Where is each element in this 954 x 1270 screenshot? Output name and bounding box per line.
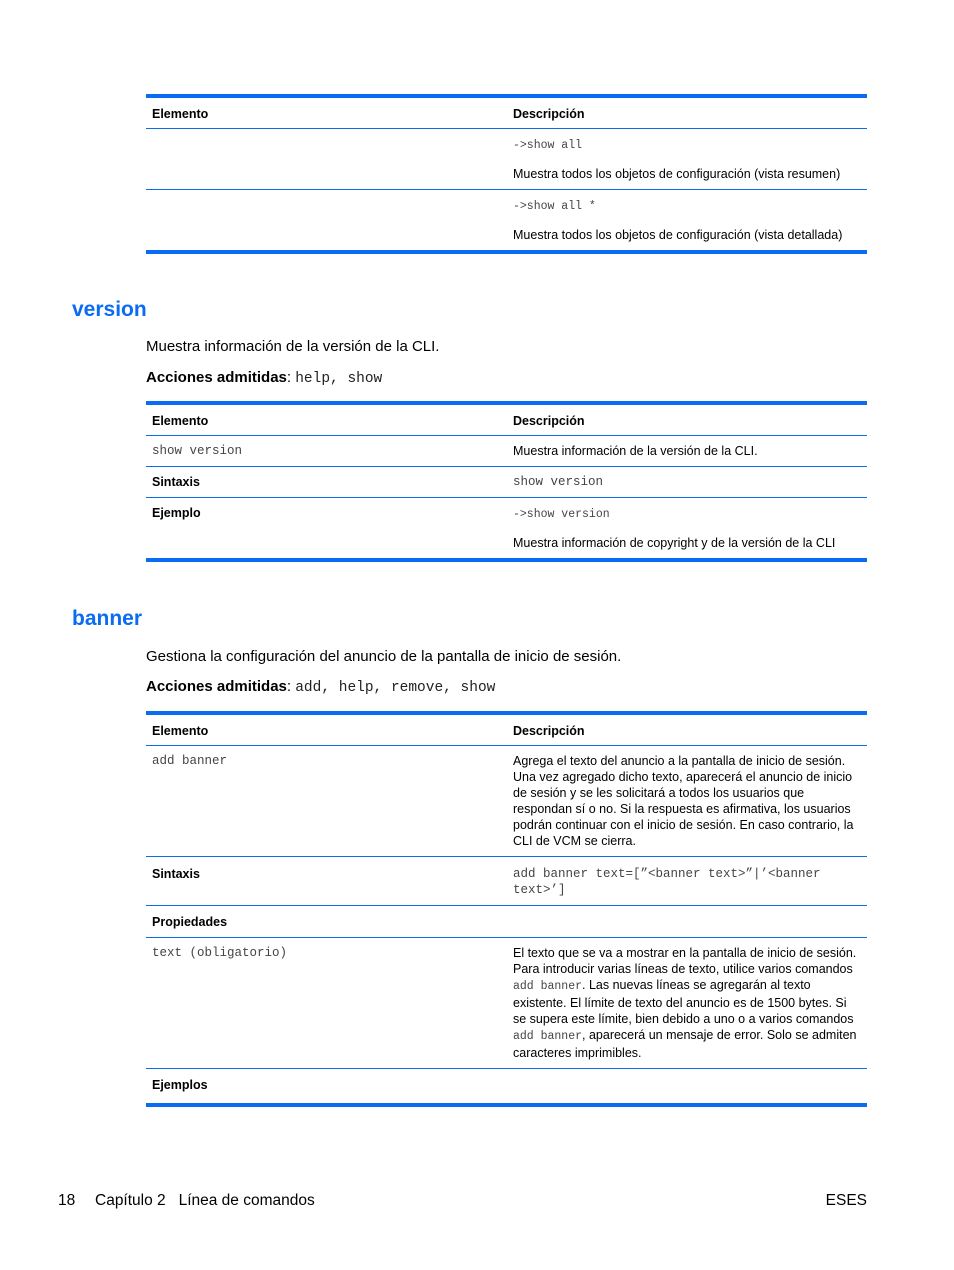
table-row (146, 906, 867, 938)
element-cell: Sintaxis (146, 857, 507, 906)
command-description: Muestra todos los objetos de configuración (vista resumen) (513, 167, 841, 181)
description-cell (507, 190, 867, 253)
header-descripcion: Descripción (507, 403, 867, 436)
table-row (146, 190, 867, 253)
banner-heading: banner (72, 607, 143, 630)
command-description: Muestra información de copyright y de la versión de la CLI (513, 536, 836, 550)
banner-actions (146, 678, 495, 696)
command-example: ->show all * (513, 200, 596, 213)
element-cell: Ejemplo (152, 506, 201, 520)
version-heading: version (72, 298, 147, 321)
table-row (146, 129, 867, 190)
element-cell (146, 190, 507, 253)
actions-separator: : (286, 369, 292, 386)
description-cell (507, 498, 867, 561)
element-cell: add banner (146, 746, 507, 857)
description-cell (507, 129, 867, 190)
table-row (146, 1069, 867, 1106)
command-description: Muestra todos los objetos de configuración (vista detallada) (513, 228, 843, 242)
description-cell: add banner text=[”<banner text>”|’<banner text>’] (507, 857, 867, 906)
table-row (146, 938, 867, 1069)
continuation-table (146, 94, 867, 254)
element-cell (146, 129, 507, 190)
description-text: . Las nuevas líneas se agregarán al texto existente. El límite de texto del anuncio es de 1500 bytes. Si se supera este límite, bien debido a uno o a varios comandos (513, 978, 854, 1026)
actions-list: add, help, remove, show (295, 680, 496, 696)
header-elemento: Elemento (146, 96, 507, 129)
table-row (146, 857, 867, 906)
description-cell: show version (507, 467, 867, 498)
description-cell (507, 906, 867, 938)
table-row (146, 467, 867, 498)
page-number: 18 (58, 1192, 76, 1209)
inline-code: add banner (513, 1030, 583, 1043)
header-elemento: Elemento (146, 713, 507, 746)
table-row (146, 498, 867, 561)
header-descripcion: Descripción (507, 96, 867, 129)
description-text: El texto que se va a mostrar en la pantalla de inicio de sesión. Para introducir varias líneas de texto, utilice varios comandos (513, 946, 857, 976)
description-text: , aparecerá un mensaje de error. Solo se admiten caracteres imprimibles. (513, 1028, 857, 1060)
banner-table (146, 711, 867, 1107)
version-table (146, 401, 867, 562)
table-row (146, 746, 867, 857)
element-cell: Sintaxis (146, 467, 507, 498)
chapter-title: Capítulo 2 Línea de comandos (95, 1192, 315, 1209)
element-cell: text (obligatorio) (146, 938, 507, 1069)
banner-description: Gestiona la configuración del anuncio de la pantalla de inicio de sesión. (146, 648, 622, 665)
element-cell: Propiedades (146, 906, 507, 938)
language-code: ESES (825, 1192, 867, 1209)
command-example: ->show all (513, 139, 583, 152)
header-descripcion: Descripción (507, 713, 867, 746)
description-cell (507, 938, 867, 1069)
command-example: ->show version (513, 508, 610, 521)
table-row (146, 436, 867, 467)
version-actions (146, 369, 382, 387)
actions-separator: : (286, 678, 292, 695)
description-cell (507, 1069, 867, 1106)
description-cell: Agrega el texto del anuncio a la pantalla de inicio de sesión. Una vez agregado dicho texto, aparecerá el anuncio de inicio de sesión y se les solicitará a todos los usuarios que respondan sí o no. Si la respuesta es afirmativa, los usuarios podrán continuar con el inicio de sesión. En caso contrario, la CLI de VCM se cierra. (507, 746, 867, 857)
actions-label: Acciones admitidas (146, 678, 287, 695)
description-cell: Muestra información de la versión de la CLI. (507, 436, 867, 467)
element-cell: Ejemplos (152, 1078, 208, 1092)
element-cell: show version (146, 436, 507, 467)
actions-list: help, show (295, 371, 383, 387)
actions-label: Acciones admitidas (146, 369, 287, 386)
header-elemento: Elemento (146, 403, 507, 436)
inline-code: add banner (513, 980, 583, 993)
version-description: Muestra información de la versión de la CLI. (146, 338, 440, 355)
